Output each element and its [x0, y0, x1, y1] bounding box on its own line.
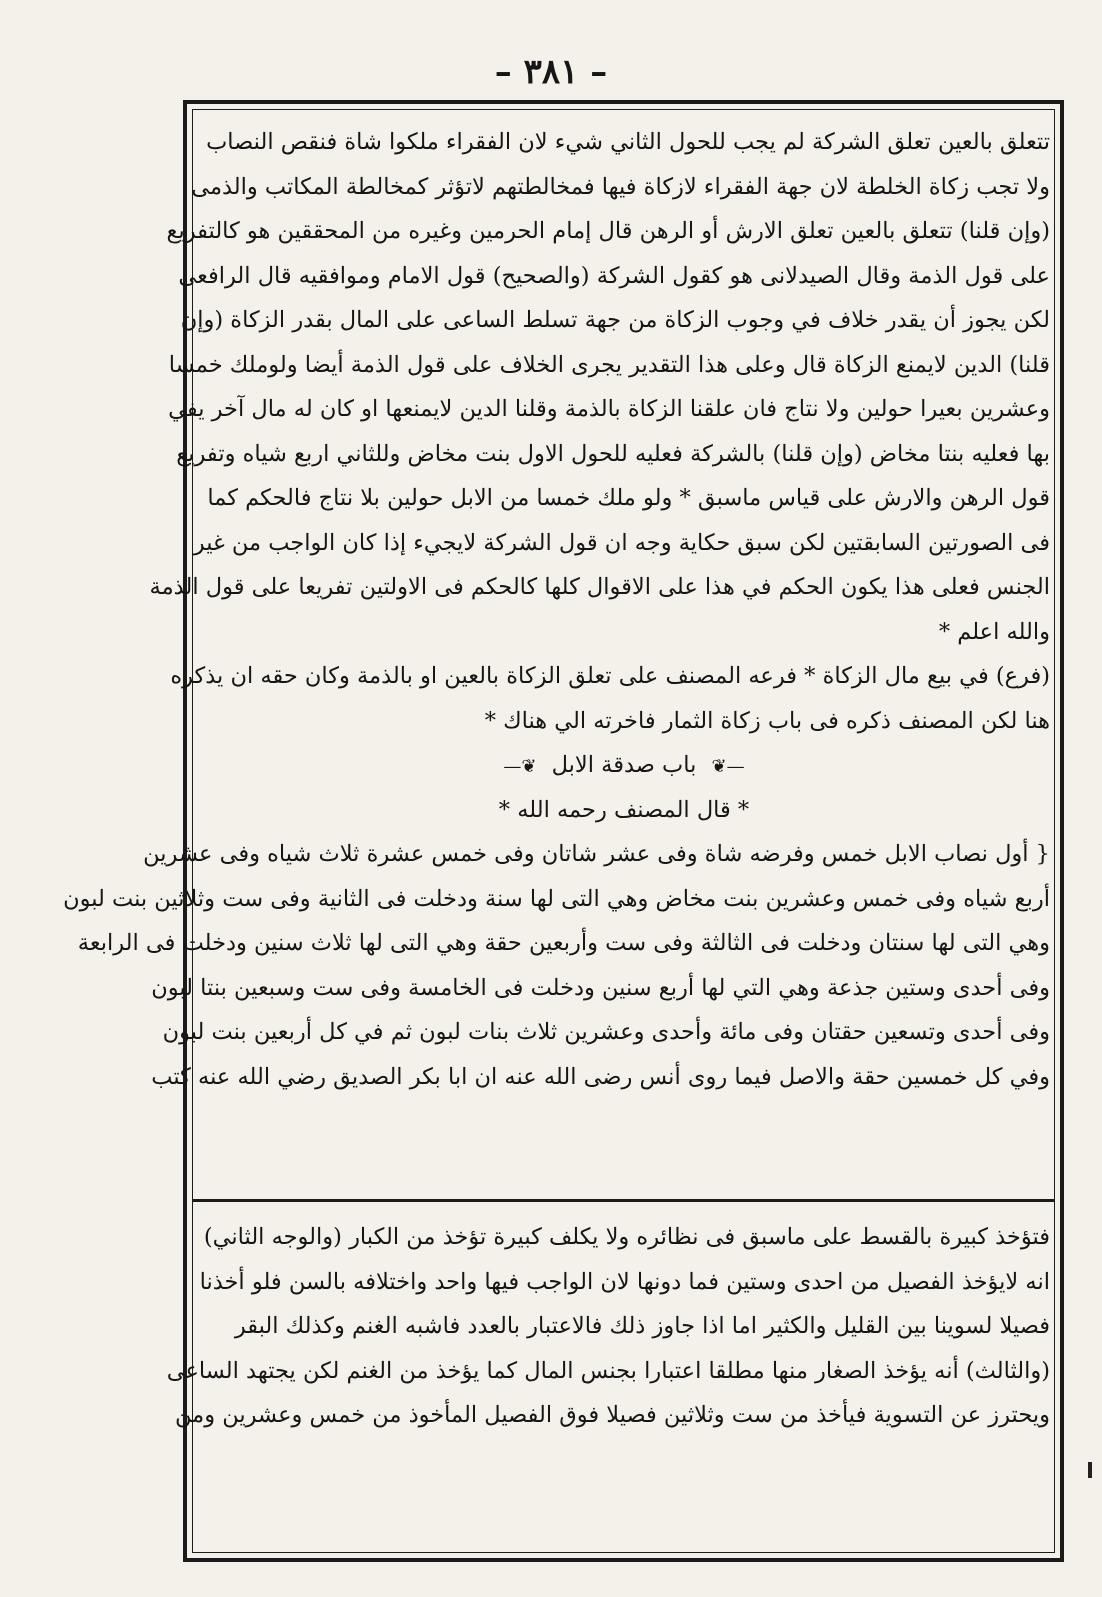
text-line: قول الرهن والارش على قياس ماسبق * ولو ملك خمسا من الابل حولين بلا نتاج فالحكم كما [207, 485, 1050, 511]
text-line: (وإن قلنا) تتعلق بالعين تعلق الارش أو الرهن قال إمام الحرمين وغيره من المحققين هو كالتفريع [166, 218, 1050, 244]
footnote-line: ويحترز عن التسوية فيأخذ من ست وثلاثين فصيلا فوق الفصيل المأخوذ من خمس وعشرين ومن [175, 1402, 1050, 1428]
footnote-line: فتؤخذ كبيرة بالقسط على ماسبق فى نظائره ولا يكلف كبيرة تؤخذ من الكبار (والوجه الثاني) [203, 1224, 1050, 1250]
text-line: (فرع) في بيع مال الزكاة * فرعه المصنف على تعلق الزكاة بالعين او بالذمة وكان حقه ان يذكره [170, 663, 1050, 689]
text-line: بها فعليه بنتا مخاض (وإن قلنا) بالشركة فعليه للحول الاول بنت مخاض وللثاني اربع شياه وتفريع [176, 440, 1050, 467]
text-line: والله اعلم * [938, 618, 1050, 645]
text-line: فى الصورتين السابقتين لكن سبق حكاية وجه ان قول الشركة لايجيء إذا كان الواجب من غير [193, 529, 1050, 556]
text-line: أربع شياه وفى خمس وعشرين بنت مخاض وهي التى لها سنة ودخلت فى الثانية وفى ست وثلاثين بنت لبون [63, 885, 1050, 912]
text-line: على قول الذمة وقال الصيدلانى هو كقول الشركة (والصحيح) قول الامام وموافقيه قال الرافعى [178, 262, 1050, 289]
page-number: – ٣٨١ – [494, 52, 608, 92]
text-line: وفى أحدى وستين جذعة وهي التي لها أربع سنين ودخلت فى الخامسة وفى ست وسبعين بنتا لبون [151, 974, 1050, 1001]
footnote-line: فصيلا لسوينا بين القليل والكثير اما اذا جاوز ذلك فالاعتبار بالعدد فاشبه الغنم وكذلك البقر [234, 1313, 1050, 1339]
text-line: قلنا) الدين لايمنع الزكاة قال وعلى هذا التقدير يجرى الخلاف على قول الذمة أيضا ولوملك خمسا [168, 351, 1050, 378]
text-line: وفى أحدى وتسعين حقتان وفى مائة وأحدى وعشرين ثلاث بنات لبون ثم في كل أربعين بنت لبون [162, 1019, 1050, 1045]
footnote-line: انه لايؤخذ الفصيل من احدى وستين فما دونها لان الواجب فيها واحد واختلافه بالسن فلو أخذنا [199, 1268, 1050, 1295]
footnote-divider [192, 1199, 1055, 1202]
chapter-title: باب صدقة الابل [551, 752, 697, 778]
text-line: * قال المصنف رحمه الله * [498, 796, 750, 823]
chapter-heading [198, 743, 1050, 788]
scan-edge-mark [1088, 1462, 1092, 1478]
text-line: وفي كل خمسين حقة والاصل فيما روى أنس رضى الله عنه ان ابا بكر الصديق رضي الله عنه كتب [151, 1063, 1050, 1090]
main-text [63, 120, 1050, 1099]
text-line: { أول نصاب الابل خمس وفرضه شاة وفى عشر شاتان وفى خمس عشرة ثلاث شياه وفى عشرين [143, 841, 1050, 867]
text-line: ولا تجب زكاة الخلطة لان جهة الفقراء لازكاة فيها فمخالطتهم لاتؤثر كمخالطة المكاتب والذمى [191, 173, 1050, 200]
text-line: وعشرين بعيرا حولين ولا نتاج فان علقنا الزكاة بالذمة وقلنا الدين لايمنعها او كان له مال آخر يفي [168, 396, 1050, 422]
text-line: هنا لكن المصنف ذكره فى باب زكاة الثمار فاخرته الي هناك * [484, 707, 1050, 734]
text-line: تتعلق بالعين تعلق الشركة لم يجب للحول الثاني شيء لان الفقراء ملكوا شاة فنقص النصاب [206, 129, 1050, 155]
footnote-text [166, 1215, 1050, 1438]
footnote-line: (والثالث) أنه يؤخذ الصغار منها مطلقا اعتبارا بجنس المال كما يؤخذ من الغنم لكن يجتهد الساعى [166, 1357, 1050, 1384]
text-line: لكن يجوز أن يقدر خلاف في وجوب الزكاة من جهة تسلط الساعى على المال بقدر الزكاة (وإن [180, 307, 1050, 333]
text-line: الجنس فعلى هذا يكون الحكم في هذا على الاقوال كلها كالحكم فى الاولتين تفريعا على قول الذمة [149, 574, 1050, 600]
ornament-left-icon: ❦— [503, 756, 537, 777]
text-line: وهي التى لها سنتان ودخلت فى الثالثة وفى ست وأربعين حقة وهي التى لها ثلاث سنين ودخلت فى الرابعة [77, 930, 1050, 956]
ornament-right-icon: —❦ [711, 756, 745, 777]
